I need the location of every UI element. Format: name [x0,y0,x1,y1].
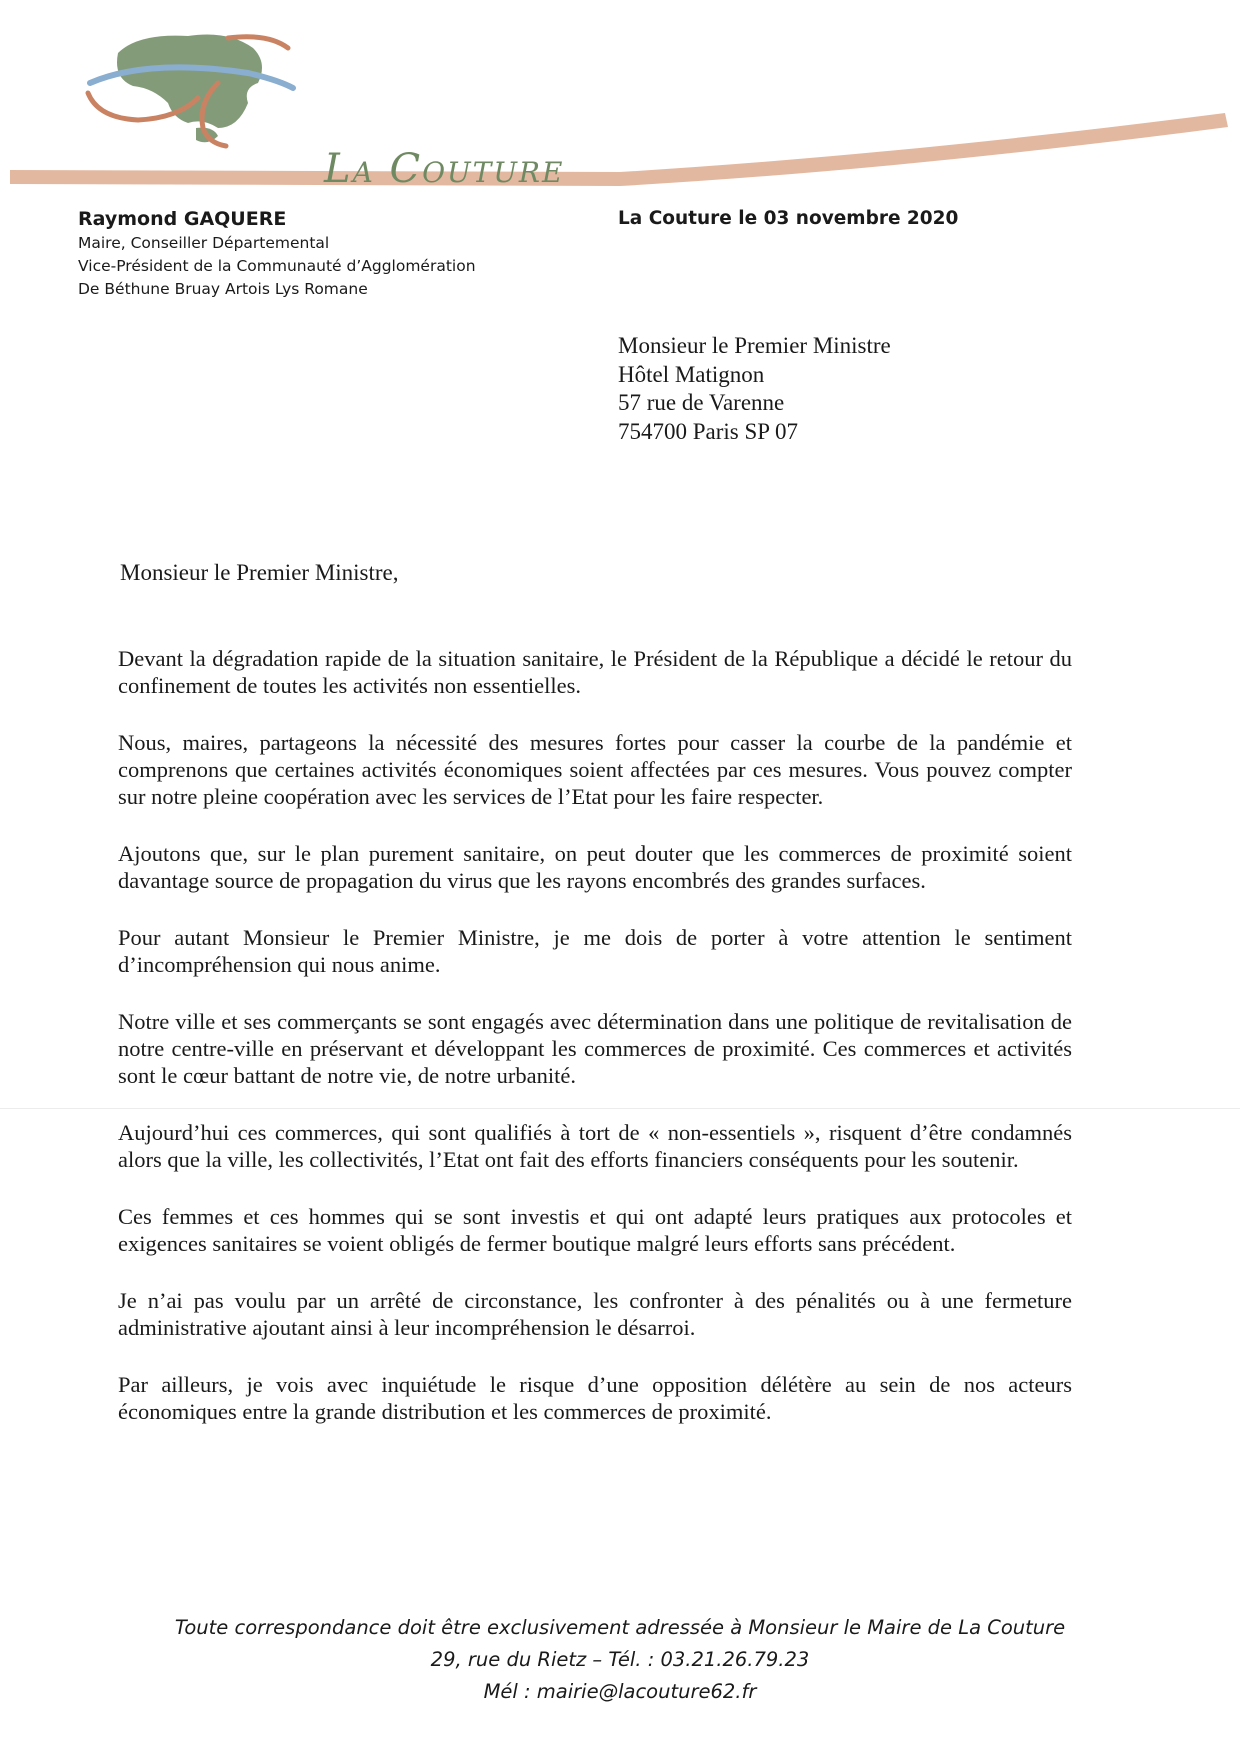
logo-text: La Couture [324,146,565,192]
body-paragraph: Ces femmes et ces hommes qui se sont investis et qui ont adapté leurs pratiques aux protocoles et exigences sanitaires se voient obligés de fermer boutique malgré leurs efforts sans précédent. [118,1204,1072,1256]
recipient-address [618,332,891,446]
letter-date: La Couture le 03 novembre 2020 [618,208,959,229]
letter-body [118,645,1072,1455]
footer-line: 29, rue du Rietz – Tél. : 03.21.26.79.23 [430,1648,810,1671]
footer [0,1612,1240,1708]
body-paragraph: Je n’ai pas voulu par un arrêté de circonstance, les confronter à des pénalités ou à une fermeture administrative ajoutant ainsi à leur incompréhension le désarroi. [118,1288,1072,1340]
body-paragraph: Par ailleurs, je vois avec inquiétude le risque d’une opposition délétère au sein de nos acteurs économiques entre la grande distribution et les commerces de proximité. [118,1372,1072,1424]
body-paragraph: Aujourd’hui ces commerces, qui sont qualifiés à tort de « non-essentiels », risquent d’être condamnés alors que la ville, les collectivités, l’Etat ont fait des efforts financiers conséquents pour les soutenir. [118,1120,1072,1172]
sender-title: Vice-Président de la Communauté d’Agglomération [78,257,476,275]
recipient-line: 57 rue de Varenne [618,390,785,415]
body-paragraph: Devant la dégradation rapide de la situation sanitaire, le Président de la République a décidé le retour du confinement de toutes les activités non essentielles. [118,646,1072,698]
salutation: Monsieur le Premier Ministre, [120,560,399,585]
body-paragraph: Notre ville et ses commerçants se sont engagés avec détermination dans une politique de revitalisation de notre centre-ville en préservant et développant les commerces de proximité. Ces commerces et activités sont le cœur battant de notre vie, de notre urbanité. [118,1009,1072,1088]
body-paragraph: Nous, maires, partageons la nécessité des mesures fortes pour casser la courbe de la pandémie et comprenons que certaines activités économiques soient affectées par ces mesures. Vous pouvez compter sur notre pleine coopération avec les services de l’Etat pour les faire respecter. [118,730,1072,809]
body-paragraph: Ajoutons que, sur le plan purement sanitaire, on peut douter que les commerces de proximité soient davantage source de propagation du virus que les rayons encombrés des grandes surfaces. [118,841,1072,893]
recipient-line: 754700 Paris SP 07 [618,418,798,444]
sender-title: De Béthune Bruay Artois Lys Romane [78,280,368,298]
sender-name: Raymond GAQUERE [78,208,287,230]
recipient-line: Hôtel Matignon [618,361,765,387]
recipient-line: Monsieur le Premier Ministre [618,333,891,358]
footer-line: Toute correspondance doit être exclusivement adressée à Monsieur le Maire de La Couture [174,1616,1066,1639]
sender-title: Maire, Conseiller Départemental [78,234,330,252]
sender-block [78,206,476,301]
body-paragraph: Pour autant Monsieur le Premier Ministre, je me dois de porter à votre attention le sentiment d’incompréhension qui nous anime. [118,925,1072,977]
footer-line: Mél : mairie@lacouture62.fr [483,1680,757,1703]
scan-divider [0,1108,1240,1109]
la-couture-logo [78,28,565,192]
